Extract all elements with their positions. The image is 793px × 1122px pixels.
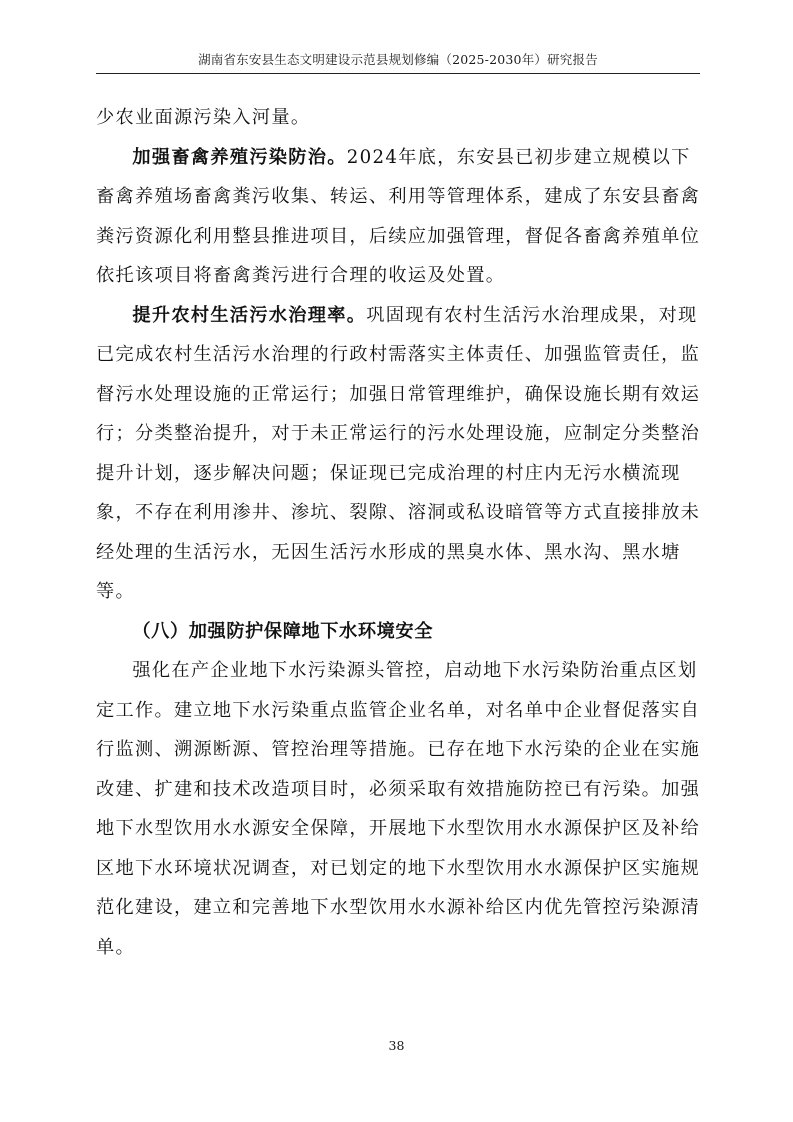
continuation-paragraph: 少农业面源污染入河量。 bbox=[96, 107, 311, 128]
groundwater-paragraph: 强化在产企业地下水污染源头管控，启动地下水污染防治重点区划定工作。建立地下水污染重点监管企业名单，对名单中企业督促落实自行监测、溯源断源、管控治理等措施。已存在地下水污染的企业在实施改建、扩建和技术改造项目时，必须采取有效措施防控已有污染。加强地下水型饮用水水源安全保障，开展地下水型饮用水水源保护区及补给区地下水环境状况调查，对已划定的地下水型饮用水水源保护区实施规范化建设，建立和完善地下水型饮用水水源补给区内优先管控污染源清单。 bbox=[96, 660, 701, 958]
rural-sewage-lead: 提升农村生活污水治理率。 bbox=[132, 304, 367, 326]
page-header-title: 湖南省东安县生态文明建设示范县规划修编（2025-2030年）研究报告 bbox=[198, 52, 598, 67]
livestock-pollution-text: 2024年底，东安县已初步建立规模以下畜禽养殖场畜禽粪污收集、转运、利用等管理体系，建成了东安县畜禽粪污资源化利用整县推进项目，后续应加强管理，督促各畜禽养殖单位依托该项目将畜禽粪污进行合理的收运及处置。 bbox=[96, 146, 701, 286]
section-heading-groundwater: （八）加强防护保障地下水环境安全 bbox=[132, 620, 433, 642]
document-body bbox=[96, 98, 708, 967]
rural-sewage-text: 巩固现有农村生活污水治理成果，对现已完成农村生活污水治理的行政村需落实主体责任、加强监管责任，监督污水处理设施的正常运行；加强日常管理维护，确保设施长期有效运行；分类整治提升，对于未正常运行的污水处理设施，应制定分类整治提升计划，逐步解决问题；保证现已完成治理的村庄内无污水横流现象，不存在利用渗井、渗坑、裂隙、溶洞或私设暗管等方式直接排放未经处理的生活污水，无因生活污水形成的黑臭水体、黑水沟、黑水塘等。 bbox=[96, 304, 701, 602]
rural-sewage-paragraph bbox=[96, 296, 708, 612]
livestock-pollution-paragraph bbox=[96, 138, 708, 296]
livestock-pollution-lead: 加强畜禽养殖污染防治。 bbox=[132, 146, 347, 168]
header-divider bbox=[96, 73, 700, 74]
page-number: 38 bbox=[388, 1038, 405, 1053]
